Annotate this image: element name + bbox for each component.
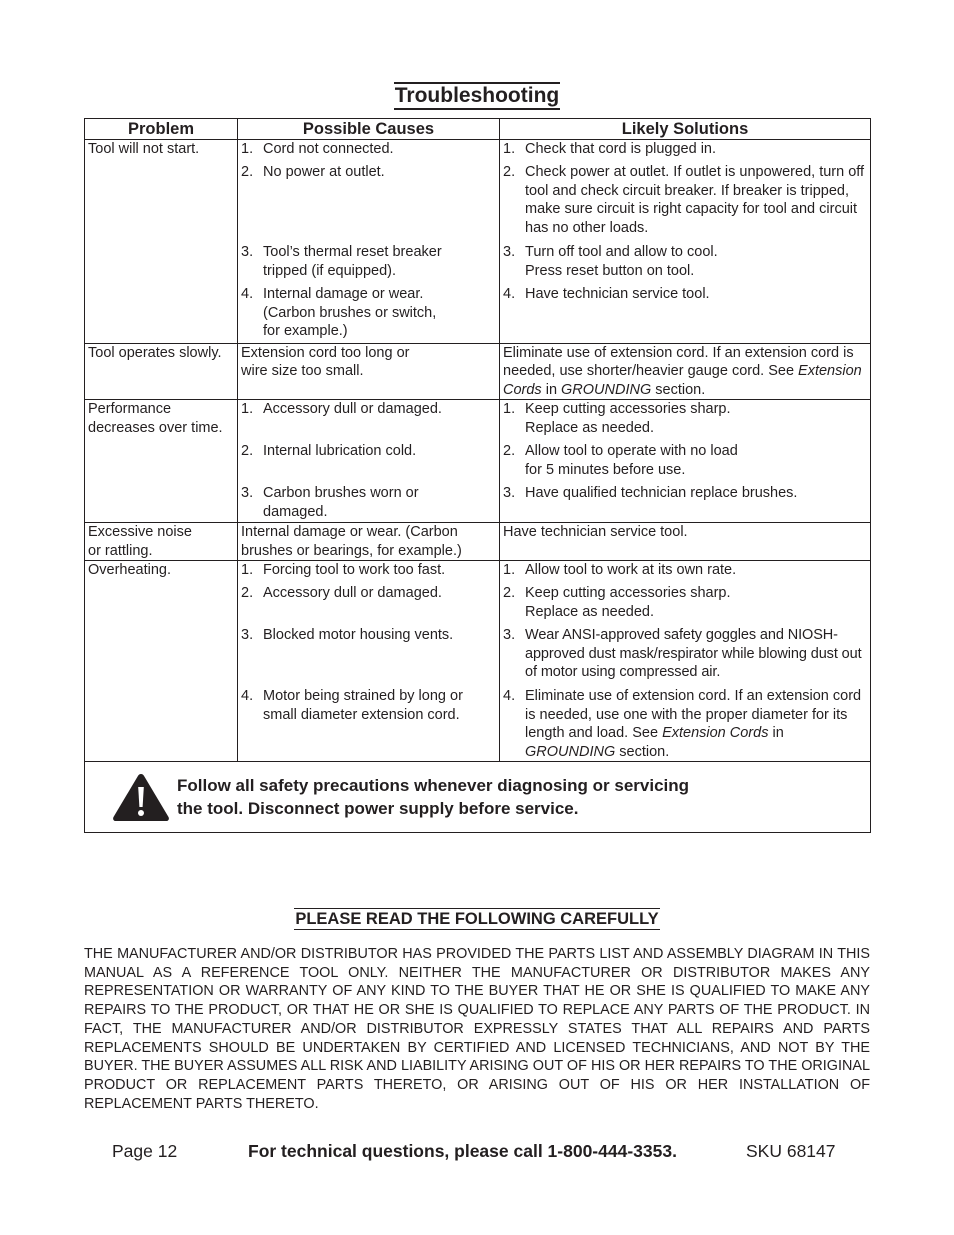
column-header-solutions: Likely Solutions [500,119,871,140]
column-header-causes: Possible Causes [238,119,500,140]
problem-cell [85,561,238,762]
causes-cell [238,561,500,762]
page-footer [0,1140,954,1162]
solution-item: 4. Eliminate use of extension cord. If an extension cord is needed, use one with the proper diameter for its length and load. See Extension Cords in GROUNDING section. [503,688,862,760]
solutions-cell [500,140,871,344]
troubleshooting-table [84,118,871,833]
cause-item: 2. Internal lubrication cold. [241,443,417,459]
solutions-cell [500,400,871,523]
table-row [85,561,871,762]
cause-text: Extension cord too long or wire size too small. [241,344,410,379]
solution-item: 1. Check that cord is plugged in. [503,141,717,157]
cause-item: 1. Forcing tool to work too fast. [241,562,446,578]
solutions-cell [500,343,871,400]
causes-cell [238,140,500,344]
warning-triangle-icon [111,771,171,823]
solution-item: 1. Allow tool to work at its own rate. [503,562,737,578]
table-row [85,140,871,344]
sku-label: SKU 68147 [746,1141,836,1161]
solution-item: 2. Keep cutting accessories sharp. Replace as needed. [503,585,731,620]
problem-text: Performance decreases over time. [88,401,223,436]
causes-cell [238,343,500,400]
solution-text: Have technician service tool. [503,524,688,540]
cause-item: 4. Motor being strained by long or small diameter extension cord. [241,688,463,723]
table-row [85,400,871,523]
problem-cell [85,343,238,400]
table-row [85,523,871,561]
solution-item: 1. Keep cutting accessories sharp. Replace as needed. [503,401,731,436]
page-number: Page 12 [112,1141,178,1161]
cause-item: 3. Carbon brushes worn or damaged. [241,485,419,520]
problem-cell [85,523,238,561]
problem-text: Tool will not start. [88,141,200,157]
page-title: Troubleshooting [0,82,954,110]
cause-item: 3. Blocked motor housing vents. [241,627,454,643]
cause-item: 1. Accessory dull or damaged. [241,401,442,417]
problem-text: Overheating. [88,562,172,578]
solution-item: 3. Have qualified technician replace brushes. [503,485,798,501]
solution-text: Eliminate use of extension cord. If an extension cord is needed, use shorter/heavier gauge cord. See Extension Cords in GROUNDING section. [503,344,862,398]
solutions-cell [500,561,871,762]
cause-item: 3. Tool’s thermal reset breaker tripped (if equipped). [241,244,442,279]
cause-text: Internal damage or wear. (Carbon brushes or bearings, for example.) [241,524,462,559]
solutions-cell [500,523,871,561]
cause-item: 1. Cord not connected. [241,141,394,157]
solution-item: 2. Allow tool to operate with no load for 5 minutes before use. [503,443,738,478]
table-row [85,343,871,400]
cause-item: 4. Internal damage or wear. (Carbon brushes or switch, for example.) [241,286,437,339]
warning-text: Follow all safety precautions whenever diagnosing or servicing the tool. Disconnect power supply before service. [177,776,690,818]
causes-cell [238,400,500,523]
problem-text: Excessive noise or rattling. [88,524,192,559]
solution-item: 4. Have technician service tool. [503,286,710,302]
warning-box [85,762,871,833]
solution-item: 2. Check power at outlet. If outlet is unpowered, turn off tool and check circuit breaker. If breaker is tripped, make sure circuit is right capacity for tool and circuit has no other loads. [503,164,865,236]
solution-item: 3. Wear ANSI-approved safety goggles and NIOSH-approved dust mask/respirator while blowing dust out of motor using compressed air. [503,627,862,680]
problem-text: Tool operates slowly. [88,344,222,361]
notice-heading: PLEASE READ THE FOLLOWING CAREFULLY [295,910,659,928]
problem-cell [85,140,238,344]
support-phone: For technical questions, please call 1-800-444-3353. [248,1141,677,1161]
warning-row [85,762,871,833]
table-header-row [85,119,871,140]
column-header-problem: Problem [85,119,238,140]
notice-paragraph: THE MANUFACTURER AND/OR DISTRIBUTOR HAS PROVIDED THE PARTS LIST AND ASSEMBLY DIAGRAM IN THIS MANUAL AS A REFERENCE TOOL ONLY. NEITHER THE MANUFACTURER OR DISTRIBUTOR MAKES ANY REPRESENTATION OR WARRANTY OF ANY KIND TO THE BUYER THAT HE OR SHE IS QUALIFIED TO MAKE ANY REPAIRS TO THE PRODUCT, OR THAT HE OR SHE IS QUALIFIED TO REPLACE ANY PARTS OF THE PRODUCT. IN FACT, THE MANUFACTURER AND/OR DISTRIBUTOR EXPRESSLY STATES THAT ALL REPAIRS AND PARTS REPLACEMENTS SHOULD BE UNDERTAKEN BY CERTIFIED AND LICENSED TECHNICIANS, AND NOT BY THE BUYER. THE BUYER ASSUMES ALL RISK AND LIABILITY ARISING OUT OF HIS OR HER REPAIRS TO THE ORIGINAL PRODUCT OR REPLACEMENT PARTS THERETO, OR ARISING OUT OF HIS OR HER INSTALLATION OF REPLACEMENT PARTS THERETO. [84,946,870,1112]
causes-cell [238,523,500,561]
problem-cell [85,400,238,523]
solution-item: 3. Turn off tool and allow to cool. Press reset button on tool. [503,244,718,279]
cause-item: 2. Accessory dull or damaged. [241,585,442,601]
cause-item: 2. No power at outlet. [241,164,385,180]
